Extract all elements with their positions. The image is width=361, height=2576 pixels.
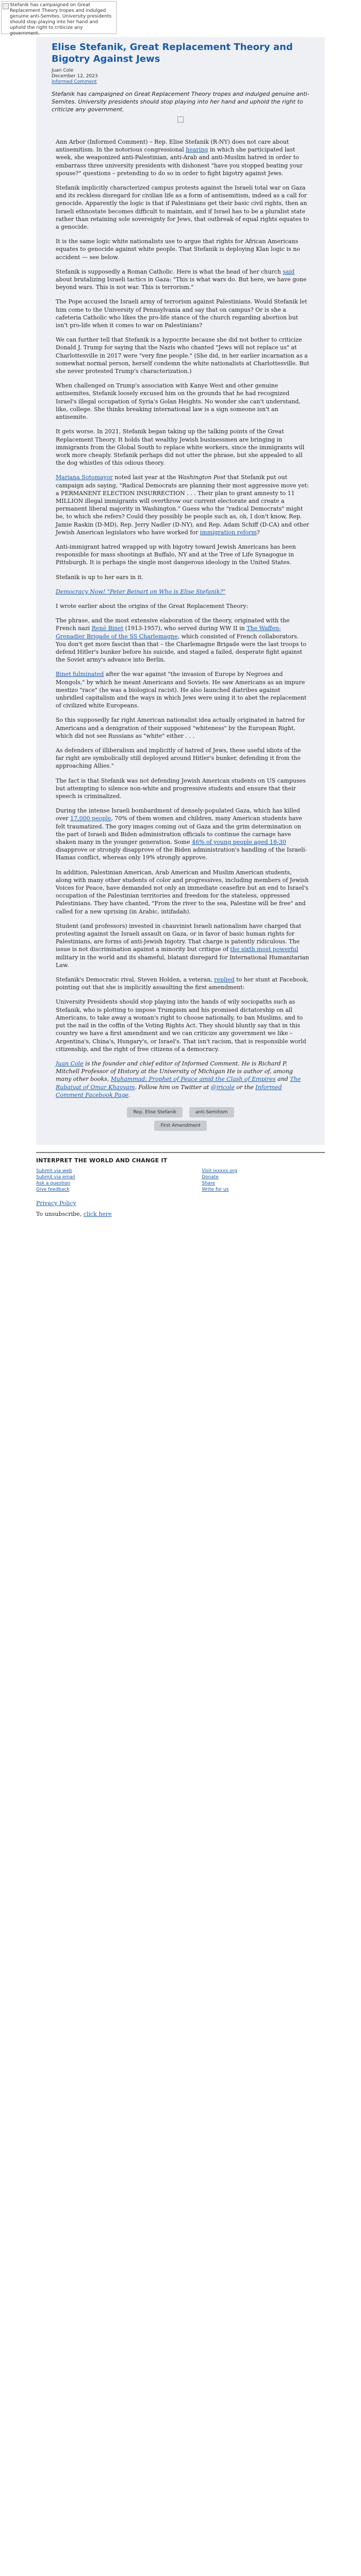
charlemagne-brigade-link[interactable]: The Waffen-Grenadier Brigade of the SS Charlemagne xyxy=(56,625,281,640)
book-rubaiyat-link[interactable]: The Rubaiyat of Omar Khayyam xyxy=(56,1076,301,1091)
paragraph: I wrote earlier about the origins of the Great Replacement Theory: xyxy=(56,602,249,609)
article-title[interactable]: Elise Stefanik, Great Replacement Theory and Bigotry Against Jews xyxy=(52,42,293,64)
paragraph: The fact is that Stefanik was not defending Jewish American students on US campuses but attempting to silence non-white and progressive students and ensure that their speech is criminalized. xyxy=(56,777,306,800)
casualties-link[interactable]: 17,000 people xyxy=(70,815,111,822)
submit-email-link[interactable]: Submit via email xyxy=(36,1174,75,1180)
paragraph: It gets worse. In 2021, Stefanik began taking up the talking points of the Great Replacement Theory. It holds that wealthy Jewish businessmen are bringing in immigrants from the Global South to replace white workers, since the immigrants will work more cheaply. Stefanik perhaps did not utter the phrase, but she appealed to all the dog whistles of this odious theory. xyxy=(56,428,305,467)
paragraph: Stefanik is up to her ears in it. xyxy=(56,573,144,581)
article-container xyxy=(36,37,325,1145)
facebook-page-link[interactable]: Informed Comment Facebook Page xyxy=(56,1083,282,1098)
paragraph: Stefanik implicitly characterized campus protests against the Israeli total war on Gaza and its reckless disregard for civilian life as a form of antisemitism, indeed as a call for genocide. Apparently the logic is that if Palestinians get their basic civil rights, then an Israeli ethnostate becomes difficult to maintain, and if Israel has to be a pluralist state rather than retaining sole sovereignty for Jews, that outbreak of equal rights equates to a genocide. xyxy=(56,184,309,231)
author-bio: Juan Cole is the founder and chief editor of Informed Comment. He is Richard P. Mitchell Professor of History at the University of Michigan He is author of, among many other books, Muhammad: Prophet of Peace amid the Clash of Empires and The Rubaiyat of Omar Khayyam. Follow him on Twitter at @jricole or the Informed Comment Facebook Page. xyxy=(56,1060,301,1098)
paragraph: We can further tell that Stefanik is a hypocrite because she did not bother to criticize Donald J. Trump for saying that the Nazis who chanted "Jews will not replace us" at Charlottesville in 2017 were "very fine people." (She did, in her earlier incarnation as a somewhat normal person, herself condemn the white nationalists at Charlottesville. But she never protested Trump's characterization.) xyxy=(56,336,309,375)
paragraph: It is the same logic white nationalists use to argue that rights for African Americans equates to genocide against white people. That Stefanik is deploying Klan logic is no accident — see below. xyxy=(56,238,300,261)
tag-button[interactable]: anti-Semitism xyxy=(189,1107,234,1117)
pope-said-link[interactable]: said xyxy=(283,268,295,275)
paragraph: In addition, Palestinian American, Arab American and Muslim American students, along with many other students of color and progressives, including members of Jewish Voices for Peace, have demanded not only an immediate ceasefire but an end to Israel's occupation of the Palestinian territories and freedom for the stateless, oppressed Palestinians. They have chanted, "From the river to the sea, Palestine will be free" and called for a new uprising (in Arabic, intifadah). xyxy=(56,869,309,915)
paragraph: University Presidents should stop playing into the hands of wily sociopaths such as Stefanik, who is plotting to impose Trumpism and his promised dictatorship on all Americans, to take away a woman's right to choose nationally, to ban Muslims, and to put the nail in the coffin of the Voting Rights Act. They should bluntly say that in this country we have a first amendment and we can criticize any government we like – Argentina's, China's, Hungary's, or Israel's. That isn't racism, that is responsible world citizenship, and the right of free citizens of a democracy. xyxy=(56,998,306,1053)
give-feedback-link[interactable]: Give feedback xyxy=(36,1187,70,1192)
footer-column-right xyxy=(202,1168,237,1193)
share-link[interactable]: Share xyxy=(202,1180,216,1186)
paragraph: Ann Arbor (Informed Comment) – Rep. Elise Stefanik (R-NY) does not care about antisemitism. In the notorious congressional hearing in which she participated last week, she weaponized anti-Palestinian, anti-Arab and anti-Muslim hatred in order to embarrass three university presidents with dishonest "have you stopped beating your spouse?" questions – pretending to do so in order to fight bigotry against Jews. xyxy=(56,139,303,177)
binet-fulminated-link[interactable]: Binet fulminated xyxy=(56,671,104,678)
paragraph: During the intense Israeli bombardment of densely-populated Gaza, which has killed over 17,000 people, 70% of them women and children, many American students have felt traumatized. The gory images coming out of Gaza and the grim determination on the part of Israeli and Biden administration officials to continue the carnage have shaken many in the younger generation. Some 46% of young people aged 18-30 disapprove or strongly disapprove of the Biden administration's handling of the Israeli-Hamas conflict, whereas only 19% strongly approve. xyxy=(56,807,307,861)
replied-link[interactable]: replied xyxy=(214,976,235,984)
unsubscribe-link[interactable]: click here xyxy=(83,1210,112,1217)
paragraph: As defenders of illiberalism and implicitly of hatred of Jews, these useful idiots of the far right are symbolically still deployed around Hitler's bunker, defending it from the approaching Allies." xyxy=(56,747,301,770)
author-bio-link[interactable]: Juan Cole xyxy=(56,1060,84,1067)
paragraph: Anti-immigrant hatred wrapped up with bigotry toward Jewish Americans has been responsible for mass shootings at Buffalo, NY and at the Tree of Life Synagogue in Pittsburgh. It is perhaps the single most dangerous ideology in the United States. xyxy=(56,543,296,566)
article-lede: Stefanik has campaigned on Great Replacement Theory tropes and indulged genuine anti-Semites. University presidents should stop playing into her hand and uphold the right to criticize any government. xyxy=(52,91,309,113)
paragraph: The Pope accused the Israeli army of terrorism against Palestinians. Would Stefanik let him come to the University of Pennsylvania and say that on campus? Or is she a cafeteria Catholic who likes the pro-life stance of the church regarding abortion but isn't pro-life when it comes to war on Palestinians? xyxy=(56,298,307,329)
immigration-reform-link[interactable]: immigration reform xyxy=(200,529,257,536)
young-people-poll-link[interactable]: 46% of young people aged 18-30 xyxy=(191,839,286,846)
write-for-us-link[interactable]: Write for us xyxy=(202,1187,229,1192)
rene-binet-link[interactable]: René Binet xyxy=(91,625,124,632)
broken-image-icon xyxy=(3,3,9,9)
sotomayor-link[interactable]: Mariana Sotomayor xyxy=(56,474,113,481)
footer-column-left xyxy=(36,1168,75,1193)
paragraph: When challenged on Trump's association with Kanye West and other genuine antisemites, Stefanik loosely excused him on the grounds that he had recognized Israel's illegal occupation of Syria's Golan Heights. No wonder she can't understand, like, college. She thinks breaking international law is a sign someone isn't an antisemite. xyxy=(56,382,301,421)
paragraph: So this supposedly far right American nationalist idea actually originated in hatred for Americans and a denigration of their supposed "whiteness" by the European Right, which did not see Russians as "white" either . . . xyxy=(56,717,305,739)
author-name: Juan Cole xyxy=(52,68,74,73)
paragraph xyxy=(56,588,309,596)
hearing-link[interactable]: hearing xyxy=(186,146,208,154)
footer-heading: INTERPRET THE WORLD AND CHANGE IT xyxy=(36,1157,168,1164)
paragraph: Stefanik's Democratic rival, Steven Holden, a veteran, replied to her stunt at Facebook, pointing out that she is implicitly assaulting the first amendment: xyxy=(56,976,309,991)
footer xyxy=(36,1152,325,1225)
tag-list xyxy=(52,1106,309,1132)
footer-links xyxy=(36,1168,237,1193)
donate-link[interactable]: Donate xyxy=(202,1174,219,1180)
header-image-alt-text: Stefanik has campaigned on Great Replacement Theory tropes and indulged genuine anti-Semites. University presidents should stop playing into her hand and uphold the right to criticize any government. xyxy=(10,3,112,36)
privacy-policy-link[interactable]: Privacy Policy xyxy=(36,1199,76,1207)
paragraph: The phrase, and the most extensive elaboration of the theory, originated with the French nazi René Binet (1913-1957), who served during WW II in The Waffen-Grenadier Brigade of the SS Charlemagne, which consisted of French collaborators. You don't get more fascist than that – the Charlemagne Brigade were the last troops to defend Hitler's bunker before his suicide, and staged a failed, desperate fight against the Soviet army's advance into Berlin. xyxy=(56,617,307,664)
sixth-most-powerful-link[interactable]: the sixth most powerful xyxy=(230,946,299,953)
democracy-now-link[interactable]: Democracy Now! "Peter Beinart on Who is Elise Stefanik?" xyxy=(56,588,226,595)
paragraph: Student (and professors) invested in chauvinist Israeli nationalism have charged that protesting against the Israeli assault on Gaza, or in favor of basic human rights for Palestinians, are forms of anti-Jewish bigotry. That charge is patently ridiculous. The issue is not discrimination against a minority but critique of the sixth most powerful military in the world and its shameful, blatant disregard for International Humanitarian Law. xyxy=(56,922,309,969)
page xyxy=(36,0,325,1225)
byline xyxy=(52,68,309,85)
unsubscribe: To unsubscribe, click here xyxy=(36,1210,112,1217)
book-muhammad-link[interactable]: Muhammad: Prophet of Peace amid the Clash of Empires xyxy=(110,1076,276,1083)
broken-image-icon xyxy=(177,116,184,123)
paragraph: Stefanik is supposedly a Roman Catholic. Here is what the head of her church said about brutalizing Israeli tactics in Gaza: "This is what wars do. But here, we have gone beyond wars. This is not war. This is terrorism." xyxy=(56,268,307,291)
paragraph: Binet fulminated after the war against "the invasion of Europe by Negroes and Mongols," by which he meant Americans and Soviets. He saw Americans as an impure mestizo "race" (he was a biological racist). He also launched diatribes against unbridled capitalism and the ways in which Jews were using it to abet the replacement of civilized white Europeans. xyxy=(56,671,307,709)
submit-web-link[interactable]: Submit via web xyxy=(36,1168,72,1174)
visit-site-link[interactable]: Visit ixxxxx.org xyxy=(202,1168,237,1174)
publish-date: December 12, 2023 xyxy=(52,74,98,79)
ask-question-link[interactable]: Ask a question xyxy=(36,1180,71,1186)
tag-button[interactable]: Rep. Elise Stefanik xyxy=(127,1107,182,1117)
article-body xyxy=(52,138,309,1099)
paragraph: Mariana Sotomayor noted last year at the Washington Post that Stefanik put out campaign ads saying, "Radical Democrats are planning their most aggressive move yet: a PERMANENT ELECTION INSURRECTION . . . Their plan to grant amnesty to 11 MILLION illegal immigrants will overthrow our current electorate and create a permanent liberal majority in Washington." Guess who the "radical Democrats" might be, to which she refers? Could they possibly be people such as, oh, I don't know, Rep. Jamie Raskin (D-MD), Rep. Jerry Nadler (D-NY), and Rep. Adam Schiff (D-CA) and other Jewish American legislators who have worked for immigration reform? xyxy=(56,474,309,536)
twitter-link[interactable]: @jricole xyxy=(210,1083,235,1091)
source-link[interactable]: Informed Comment xyxy=(52,79,97,84)
tag-button[interactable]: First Amendment xyxy=(154,1121,206,1131)
privacy-policy xyxy=(36,1200,325,1207)
